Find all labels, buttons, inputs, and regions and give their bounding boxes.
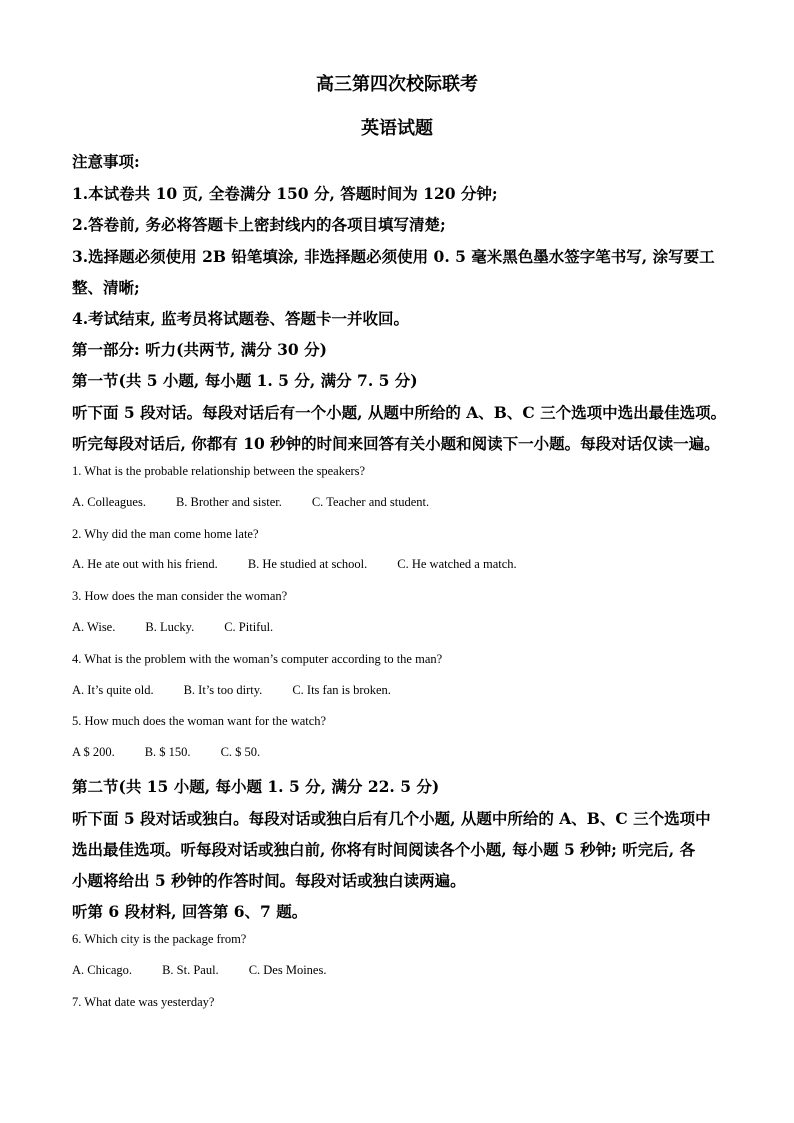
question-6: 6. Which city is the package from?: [72, 932, 247, 946]
option-a: A. He ate out with his friend.: [72, 557, 218, 571]
option-b: B. Brother and sister.: [175, 495, 282, 509]
question-1-options: [72, 495, 429, 510]
question-5: 5. How much does the woman want for the watch?: [72, 714, 327, 728]
material-6-heading: 听第 6 段材料, 回答第 6、7 题。: [72, 902, 308, 921]
option-c: C. Pitiful.: [224, 620, 274, 634]
note-item-3: 3.选择题必须使用 2B 铅笔填涂, 非选择题必须使用 0. 5 毫米黑色墨水签字笔书写, 涂写要工: [72, 247, 715, 266]
option-a: A. Wise.: [72, 620, 116, 634]
exam-title: 高三第四次校际联考: [316, 74, 478, 95]
notes-heading: 注意事项:: [72, 152, 140, 171]
question-2: 2. Why did the man come home late?: [72, 527, 259, 541]
option-c: C. He watched a match.: [397, 557, 517, 571]
section1-instruction-2: 听完每段对话后, 你都有 10 秒钟的时间来回答有关小题和阅读下一小题。每段对话仅读一遍。: [72, 434, 720, 453]
note-item-2: 2.答卷前, 务必将答题卡上密封线内的各项目填写清楚;: [72, 215, 446, 234]
option-a: A $ 200.: [72, 745, 115, 759]
part1-heading: 第一部分: 听力(共两节, 满分 30 分): [72, 340, 327, 359]
question-3-options: [72, 620, 273, 635]
question-1: 1. What is the probable relationship between the speakers?: [72, 464, 366, 478]
section2-instruction-2: 选出最佳选项。听每段对话或独白前, 你将有时间阅读各个小题, 每小题 5 秒钟; 听完后, 各: [72, 840, 696, 859]
question-3: 3. How does the man consider the woman?: [72, 589, 288, 603]
question-4-options: [72, 683, 391, 698]
question-4: 4. What is the problem with the woman’s computer according to the man?: [72, 652, 443, 666]
section2-heading: 第二节(共 15 小题, 每小题 1. 5 分, 满分 22. 5 分): [72, 777, 440, 796]
option-c: C. Its fan is broken.: [292, 683, 391, 697]
option-c: C. Teacher and student.: [311, 495, 430, 509]
note-item-4: 4.考试结束, 监考员将试题卷、答题卡一并收回。: [72, 309, 409, 328]
question-5-options: [72, 745, 260, 760]
question-7: 7. What date was yesterday?: [72, 995, 215, 1009]
option-a: A. It’s quite old.: [72, 683, 154, 697]
note-item-1: 1.本试卷共 10 页, 全卷满分 150 分, 答题时间为 120 分钟;: [72, 184, 498, 203]
option-c: C. $ 50.: [220, 745, 261, 759]
option-b: B. $ 150.: [144, 745, 191, 759]
question-6-options: [72, 963, 326, 978]
option-a: A. Colleagues.: [72, 495, 146, 509]
option-b: B. Lucky.: [145, 620, 195, 634]
section2-instruction-3: 小题将给出 5 秒钟的作答时间。每段对话或独白读两遍。: [72, 871, 466, 890]
option-c: C. Des Moines.: [248, 963, 327, 977]
option-b: B. It’s too dirty.: [183, 683, 263, 697]
section1-heading: 第一节(共 5 小题, 每小题 1. 5 分, 满分 7. 5 分): [72, 371, 418, 390]
option-b: B. He studied at school.: [247, 557, 368, 571]
section2-instruction-1: 听下面 5 段对话或独白。每段对话或独白后有几个小题, 从题中所给的 A、B、C 三个选项中: [72, 809, 711, 828]
question-2-options: [72, 557, 517, 572]
note-item-3-cont: 整、清晰;: [72, 278, 140, 297]
section1-instruction-1: 听下面 5 段对话。每段对话后有一个小题, 从题中所给的 A、B、C 三个选项中选出最佳选项。: [72, 403, 727, 422]
option-b: B. St. Paul.: [162, 963, 219, 977]
exam-subject-title: 英语试题: [361, 118, 433, 139]
option-a: A. Chicago.: [72, 963, 133, 977]
